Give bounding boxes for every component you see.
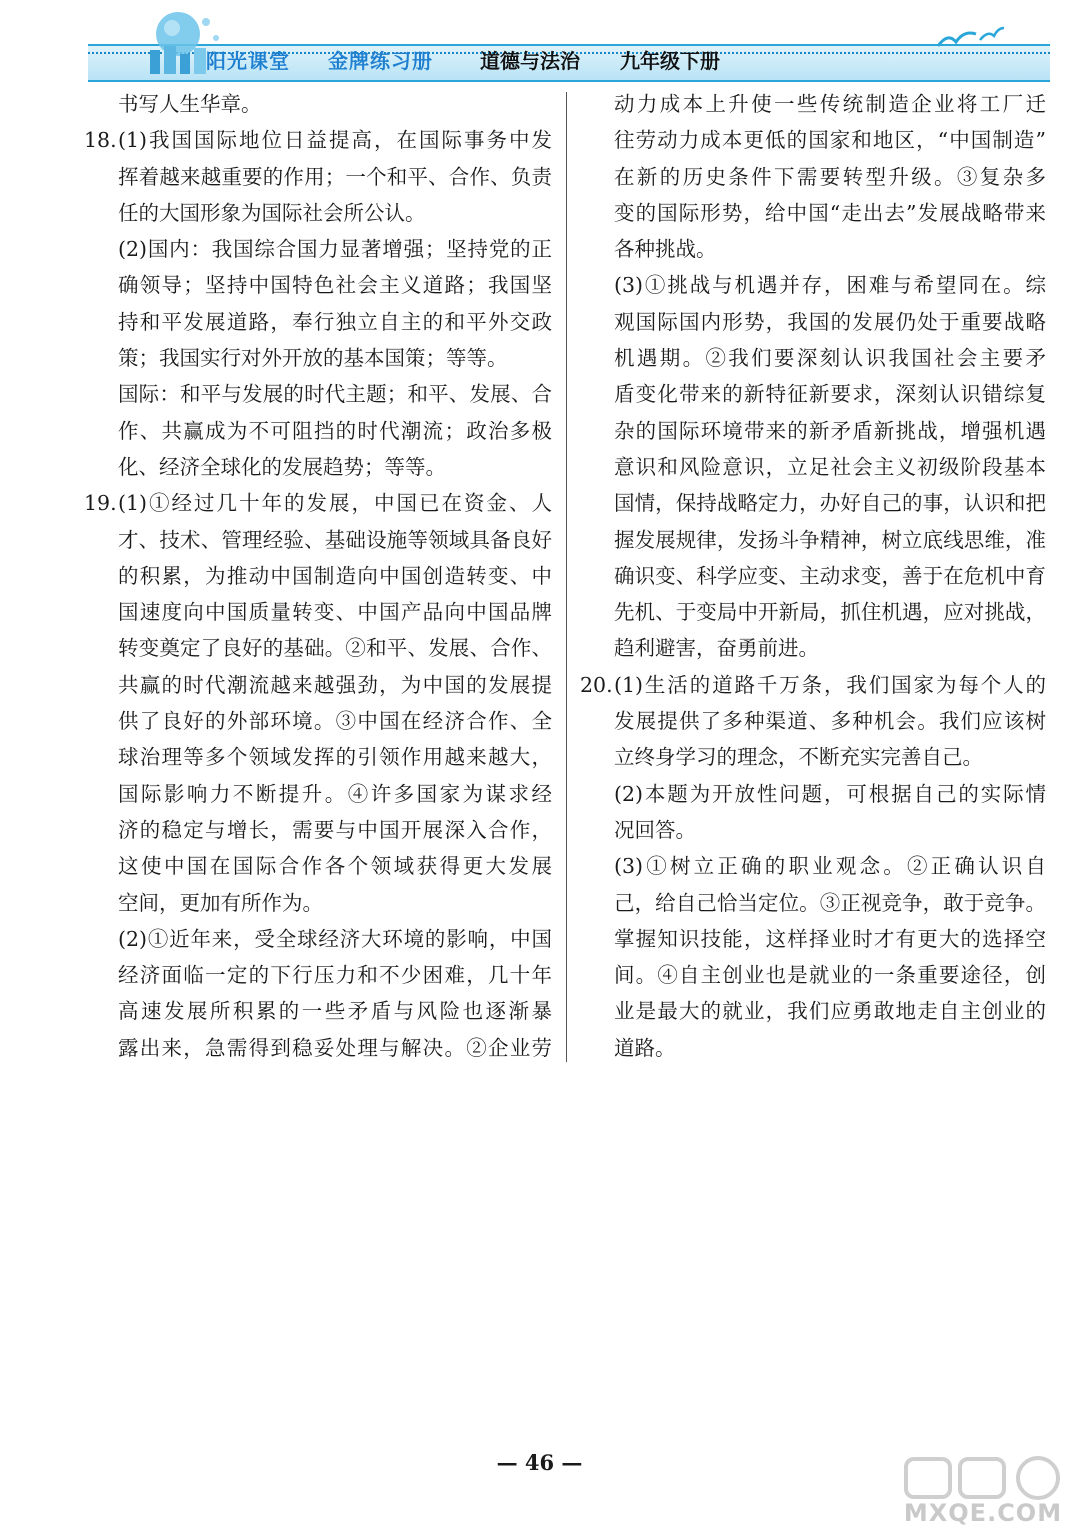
question-number-19: 19.	[84, 491, 117, 516]
answer-line: 道路。	[614, 1035, 676, 1060]
answer-line: 意识和风险意识，立足社会主义初级阶段基本	[614, 454, 1046, 479]
answer-line: 国情，保持战略定力，办好自己的事，认识和把	[614, 491, 1046, 516]
question-number-18: 18.	[84, 128, 117, 153]
brand-title-2: 金牌练习册	[328, 49, 433, 73]
answer-line: 观国际国内形势，我国的发展仍处于重要战略	[614, 309, 1046, 334]
answer-line: 策；我国实行对外开放的基本国策；等等。	[118, 346, 508, 371]
answer-line: 化、经济全球化的发展趋势；等等。	[118, 454, 446, 479]
answer-line: 动力成本上升使一些传统制造企业将工厂迁	[614, 92, 1046, 116]
answer-line: 露出来，急需得到稳妥处理与解决。②企业劳	[118, 1035, 552, 1060]
answer-line: 确领导；坚持中国特色社会主义道路；我国坚	[118, 273, 552, 298]
answer-line: 的积累，为推动中国制造向中国创造转变、中	[118, 563, 552, 588]
answer-line: 才、技术、管理经验、基础设施等领域具备良好	[118, 527, 552, 552]
question-number-20: 20.	[580, 672, 613, 697]
answer-line: 往劳动力成本更低的国家和地区，“中国制造”	[614, 128, 1046, 153]
watermark-logo-icon	[898, 1455, 1068, 1501]
page-header	[88, 8, 1050, 78]
answer-line: (2)国内：我国综合国力显著增强；坚持党的正	[118, 237, 552, 262]
answer-line: (1)生活的道路千万条，我们国家为每个人的	[614, 672, 1046, 697]
answer-line: 各种挑战。	[614, 237, 717, 262]
answer-line: 况回答。	[614, 817, 696, 842]
answer-line: 球治理等多个领域发挥的引领作用越来越大，	[118, 745, 552, 770]
answer-line: 国速度向中国质量转变、中国产品向中国品牌	[118, 600, 552, 625]
answer-line: 国际影响力不断提升。④许多国家为谋求经	[118, 781, 552, 806]
answer-line: 高速发展所积累的一些矛盾与风险也逐渐暴	[118, 999, 552, 1024]
answer-line: 空间，更加有所作为。	[118, 890, 323, 915]
page-number: — 46 —	[496, 1450, 583, 1475]
answer-line: 这使中国在国际合作各个领域获得更大发展	[118, 854, 552, 879]
answer-line: 掌握知识技能，这样择业时才有更大的选择空	[614, 926, 1046, 951]
answer-line: 发展提供了多种渠道、多种机会。我们应该树	[614, 709, 1046, 734]
left-column	[84, 86, 552, 1066]
answer-line: 握发展规律，发扬斗争精神，树立底线思维，准	[614, 527, 1046, 552]
right-column	[580, 86, 1046, 1066]
column-divider	[566, 92, 567, 1062]
answer-line: 供了良好的外部环境。③中国在经济合作、全	[118, 709, 552, 734]
answer-line: 书写人生华章。	[118, 92, 262, 116]
answer-line: 确识变、科学应变、主动求变，善于在危机中育	[614, 563, 1046, 588]
answer-line: 机遇期。②我们要深刻认识我国社会主要矛	[614, 346, 1046, 371]
answer-line: (3)①树立正确的职业观念。②正确认识自	[614, 854, 1046, 879]
answer-line: 先机、于变局中开新局，抓住机遇，应对挑战，	[614, 600, 1046, 625]
brand-title-1: 阳光课堂	[206, 49, 290, 73]
answer-line: (2)本题为开放性问题，可根据自己的实际情	[614, 781, 1046, 806]
answer-line: 业是最大的就业，我们应勇敢地走自主创业的	[614, 999, 1046, 1024]
answer-line: 间。④自主创业也是就业的一条重要途径，创	[614, 963, 1046, 988]
answer-line: 杂的国际环境带来的新矛盾新挑战，增强机遇	[614, 418, 1046, 443]
answer-line: 在新的历史条件下需要转型升级。③复杂多	[614, 164, 1046, 189]
answer-line: 立终身学习的理念，不断充实完善自己。	[614, 745, 983, 770]
answer-line: 盾变化带来的新特征新要求，深刻认识错综复	[614, 382, 1046, 407]
subject-label: 道德与法治	[480, 49, 580, 73]
answer-line: 转变奠定了良好的基础。②和平、发展、合作、	[118, 636, 552, 661]
answer-line: (1)我国国际地位日益提高，在国际事务中发	[118, 128, 552, 153]
answer-line: (1)①经过几十年的发展，中国已在资金、人	[118, 491, 552, 516]
answer-line: 挥着越来越重要的作用；一个和平、合作、负责	[118, 164, 552, 189]
answer-line: 国际：和平与发展的时代主题；和平、发展、合	[118, 382, 552, 407]
grade-label: 九年级下册	[620, 49, 720, 73]
answer-line: (2)①近年来，受全球经济大环境的影响，中国	[118, 926, 552, 951]
answer-line: 共赢的时代潮流越来越强劲，为中国的发展提	[118, 672, 552, 697]
answer-line: 趋利避害，奋勇前进。	[614, 636, 819, 661]
answer-line: 变的国际形势，给中国“走出去”发展战略带来	[614, 200, 1046, 225]
answer-line: (3)①挑战与机遇并存，困难与希望同在。综	[614, 273, 1046, 298]
answer-line: 持和平发展道路，奉行独立自主的和平外交政	[118, 309, 552, 334]
answer-line: 济的稳定与增长，需要与中国开展深入合作，	[118, 817, 552, 842]
watermark-site: MXQE.COM	[903, 1499, 1063, 1527]
answer-line: 经济面临一定的下行压力和不少困难，几十年	[118, 963, 552, 988]
answer-line: 己，给自己恰当定位。③正视竞争，敢于竞争。	[614, 890, 1046, 915]
birds-icon	[934, 20, 1006, 56]
answer-line: 任的大国形象为国际社会所公认。	[118, 200, 426, 225]
answer-line: 作、共赢成为不可阻挡的时代潮流；政治多极	[118, 418, 552, 443]
watermark	[898, 1455, 1068, 1530]
